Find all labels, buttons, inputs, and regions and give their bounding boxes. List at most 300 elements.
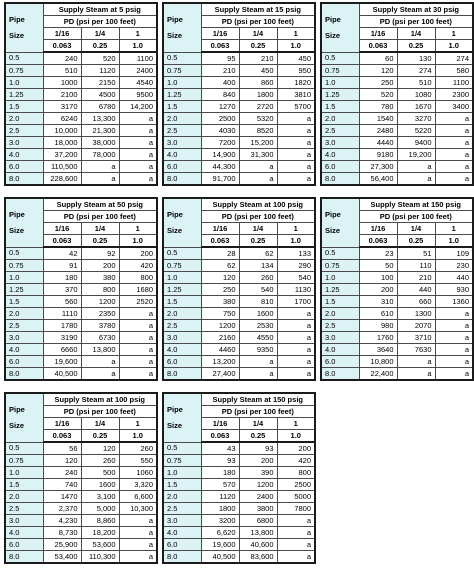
pipe-size-cell: 1.5	[5, 101, 43, 113]
pd-decimal: 1.0	[435, 40, 473, 53]
pd-decimal: 0.063	[43, 235, 81, 248]
capacity-cell: 1200	[81, 296, 119, 308]
capacity-cell: 95	[201, 52, 239, 65]
capacity-cell: 1080	[397, 89, 435, 101]
pd-decimal: 0.25	[397, 40, 435, 53]
table-row	[5, 344, 157, 356]
pipe-size-cell: 1.0	[163, 467, 201, 479]
pd-fraction: 1/4	[81, 418, 119, 430]
pipe-size-cell: 1.25	[5, 89, 43, 101]
table-row	[321, 65, 473, 77]
capacity-cell: 5000	[277, 491, 315, 503]
capacity-cell: 13,300	[81, 113, 119, 125]
capacity-cell: 56	[43, 442, 81, 455]
table-row	[163, 491, 315, 503]
pipe-size-header	[5, 198, 43, 247]
table-row	[163, 356, 315, 368]
capacity-cell: 1540	[359, 113, 397, 125]
pipe-size-cell: 8.0	[5, 551, 43, 564]
capacity-cell: a	[119, 149, 157, 161]
table-row	[5, 467, 157, 479]
capacity-cell: 800	[277, 467, 315, 479]
capacity-cell: a	[119, 515, 157, 527]
capacity-cell: 13,200	[201, 356, 239, 368]
capacity-cell: 1120	[201, 491, 239, 503]
pipe-size-cell: 1.0	[163, 77, 201, 89]
pipe-label: Pipe	[9, 14, 25, 24]
pipe-size-cell: 4.0	[321, 344, 359, 356]
pipe-size-header	[321, 3, 359, 52]
pipe-size-cell: 0.75	[321, 260, 359, 272]
capacity-cell: 3710	[397, 332, 435, 344]
pd-fraction: 1/16	[201, 28, 239, 40]
pd-fraction: 1	[435, 223, 473, 235]
capacity-cell: 1470	[43, 491, 81, 503]
capacity-cell: a	[277, 332, 315, 344]
capacity-cell: a	[397, 368, 435, 381]
capacity-cell: 570	[201, 479, 239, 491]
capacity-cell: 2070	[397, 320, 435, 332]
pipe-size-cell: 0.5	[5, 52, 43, 65]
capacity-cell: a	[277, 161, 315, 173]
pipe-size-cell: 6.0	[163, 539, 201, 551]
capacity-cell: 1060	[119, 467, 157, 479]
capacity-cell: 53,600	[81, 539, 119, 551]
table-row	[321, 101, 473, 113]
capacity-cell: 980	[359, 320, 397, 332]
size-label: Size	[167, 420, 183, 430]
size-label: Size	[9, 420, 25, 430]
capacity-cell: a	[119, 527, 157, 539]
table-row	[321, 356, 473, 368]
capacity-cell: 19,600	[201, 539, 239, 551]
capacity-cell: 750	[201, 308, 239, 320]
capacity-cell: 450	[239, 65, 277, 77]
capacity-cell: 18,000	[43, 137, 81, 149]
table-row	[163, 515, 315, 527]
table-row	[5, 272, 157, 284]
capacity-cell: 1120	[81, 65, 119, 77]
pipe-size-cell: 8.0	[163, 368, 201, 381]
capacity-cell: 240	[43, 467, 81, 479]
pipe-size-header	[163, 393, 201, 442]
capacity-cell: 10,300	[119, 503, 157, 515]
capacity-cell: 2500	[277, 479, 315, 491]
pipe-size-cell: 1.5	[5, 296, 43, 308]
table-row	[321, 137, 473, 149]
table-row	[163, 479, 315, 491]
capacity-cell: a	[277, 173, 315, 186]
capacity-cell: 380	[81, 272, 119, 284]
capacity-cell: 380	[201, 296, 239, 308]
capacity-cell: 110	[397, 260, 435, 272]
capacity-cell: a	[277, 125, 315, 137]
table-row	[321, 113, 473, 125]
pd-decimal: 0.25	[239, 40, 277, 53]
steam-table-4	[4, 197, 158, 381]
capacity-cell: a	[81, 173, 119, 186]
table-row	[163, 101, 315, 113]
capacity-cell: 25,900	[43, 539, 81, 551]
pipe-size-cell: 0.75	[321, 65, 359, 77]
table-row	[5, 296, 157, 308]
pipe-size-cell: 3.0	[5, 332, 43, 344]
table-row	[163, 52, 315, 65]
table-row	[321, 296, 473, 308]
table-title: Supply Steam at 5 psig	[43, 3, 157, 16]
table-row	[163, 272, 315, 284]
pipe-size-cell: 2.0	[163, 113, 201, 125]
capacity-cell: 120	[43, 455, 81, 467]
capacity-cell: a	[239, 368, 277, 381]
pipe-size-cell: 2.5	[163, 320, 201, 332]
pipe-size-cell: 0.5	[163, 442, 201, 455]
capacity-cell: a	[119, 539, 157, 551]
capacity-cell: a	[277, 308, 315, 320]
pipe-size-header	[5, 393, 43, 442]
table-row	[321, 368, 473, 381]
table-row	[163, 89, 315, 101]
capacity-cell: 210	[239, 52, 277, 65]
table-row	[5, 527, 157, 539]
capacity-cell: 2400	[119, 65, 157, 77]
pipe-size-cell: 3.0	[163, 515, 201, 527]
capacity-cell: 260	[119, 442, 157, 455]
table-title: Supply Steam at 150 psig	[359, 198, 473, 211]
capacity-cell: a	[119, 368, 157, 381]
table-row	[5, 368, 157, 381]
table-row	[5, 479, 157, 491]
capacity-cell: 10,000	[43, 125, 81, 137]
pipe-size-cell: 2.5	[321, 125, 359, 137]
pipe-size-cell: 0.75	[163, 65, 201, 77]
pipe-size-cell: 2.5	[163, 125, 201, 137]
steam-table-7	[4, 392, 158, 564]
capacity-cell: 780	[359, 101, 397, 113]
pd-fraction: 1/16	[43, 418, 81, 430]
capacity-cell: 1100	[119, 52, 157, 65]
capacity-cell: 1800	[201, 503, 239, 515]
pipe-label: Pipe	[9, 209, 25, 219]
pipe-size-cell: 8.0	[321, 368, 359, 381]
capacity-cell: 200	[359, 284, 397, 296]
capacity-cell: 2160	[201, 332, 239, 344]
table-title: Supply Steam at 30 psig	[359, 3, 473, 16]
pipe-label: Pipe	[9, 404, 25, 414]
capacity-cell: 810	[239, 296, 277, 308]
pipe-size-cell: 2.0	[5, 308, 43, 320]
capacity-cell: 1820	[277, 77, 315, 89]
pipe-size-cell: 6.0	[321, 161, 359, 173]
capacity-cell: 250	[201, 284, 239, 296]
table-row	[163, 467, 315, 479]
capacity-cell: a	[119, 344, 157, 356]
capacity-cell: a	[435, 332, 473, 344]
capacity-cell: a	[81, 368, 119, 381]
table-row	[163, 125, 315, 137]
capacity-cell: 200	[119, 247, 157, 260]
capacity-cell: a	[277, 320, 315, 332]
capacity-cell: 8520	[239, 125, 277, 137]
table-row	[5, 515, 157, 527]
capacity-cell: 2,370	[43, 503, 81, 515]
table-title: Supply Steam at 100 psig	[43, 393, 157, 406]
table-title: Supply Steam at 100 psig	[201, 198, 315, 211]
pd-decimal: 1.0	[119, 40, 157, 53]
pipe-size-cell: 2.5	[5, 320, 43, 332]
capacity-cell: 580	[435, 65, 473, 77]
capacity-cell: 62	[239, 247, 277, 260]
capacity-cell: 1800	[239, 89, 277, 101]
capacity-cell: 840	[201, 89, 239, 101]
capacity-cell: a	[435, 356, 473, 368]
capacity-cell: 180	[201, 467, 239, 479]
capacity-cell: 43	[201, 442, 239, 455]
pipe-size-cell: 2.0	[321, 113, 359, 125]
capacity-cell: 1200	[201, 320, 239, 332]
capacity-cell: 60	[359, 52, 397, 65]
pipe-size-cell: 6.0	[5, 161, 43, 173]
pipe-size-cell: 0.5	[163, 52, 201, 65]
pd-decimal: 0.25	[239, 235, 277, 248]
capacity-cell: 133	[277, 247, 315, 260]
capacity-cell: 200	[277, 442, 315, 455]
table-row	[5, 442, 157, 455]
steam-table-6	[320, 197, 474, 381]
capacity-cell: 6660	[43, 344, 81, 356]
capacity-cell: 210	[201, 65, 239, 77]
capacity-cell: 3,320	[119, 479, 157, 491]
capacity-cell: 53,400	[43, 551, 81, 564]
pipe-size-header	[163, 3, 201, 52]
capacity-cell: 1110	[43, 308, 81, 320]
capacity-cell: 6730	[81, 332, 119, 344]
pd-decimal: 0.063	[201, 40, 239, 53]
capacity-cell: 660	[397, 296, 435, 308]
capacity-cell: 3170	[43, 101, 81, 113]
table-row	[321, 89, 473, 101]
capacity-cell: a	[435, 137, 473, 149]
steam-table-3	[320, 2, 474, 186]
table-row	[5, 52, 157, 65]
pd-decimal: 0.25	[81, 40, 119, 53]
capacity-cell: 274	[435, 52, 473, 65]
capacity-cell: 13,800	[81, 344, 119, 356]
capacity-cell: 260	[81, 455, 119, 467]
pipe-size-cell: 3.0	[5, 137, 43, 149]
capacity-cell: 44,300	[201, 161, 239, 173]
capacity-cell: 510	[43, 65, 81, 77]
pipe-size-cell: 0.5	[321, 52, 359, 65]
pipe-size-cell: 0.75	[5, 65, 43, 77]
pipe-size-cell: 1.5	[163, 101, 201, 113]
capacity-cell: 7200	[201, 137, 239, 149]
capacity-cell: 4540	[119, 77, 157, 89]
table-row	[163, 308, 315, 320]
capacity-cell: a	[81, 161, 119, 173]
table-row	[321, 247, 473, 260]
capacity-cell: 5320	[239, 113, 277, 125]
capacity-cell: 370	[43, 284, 81, 296]
capacity-cell: a	[119, 173, 157, 186]
capacity-cell: 2350	[81, 308, 119, 320]
table-row	[5, 503, 157, 515]
capacity-cell: 2150	[81, 77, 119, 89]
capacity-cell: a	[277, 368, 315, 381]
size-label: Size	[9, 225, 25, 235]
pipe-label: Pipe	[167, 209, 183, 219]
capacity-cell: a	[435, 308, 473, 320]
capacity-cell: 37,200	[43, 149, 81, 161]
capacity-cell: a	[277, 344, 315, 356]
capacity-cell: 2300	[435, 89, 473, 101]
capacity-cell: a	[81, 356, 119, 368]
table-row	[163, 173, 315, 186]
capacity-cell: a	[435, 173, 473, 186]
pipe-size-cell: 2.0	[5, 491, 43, 503]
capacity-cell: 240	[43, 52, 81, 65]
table-row	[163, 527, 315, 539]
table-row	[163, 344, 315, 356]
capacity-cell: a	[277, 551, 315, 564]
capacity-cell: 91,700	[201, 173, 239, 186]
pipe-size-cell: 1.25	[5, 284, 43, 296]
table-row	[163, 260, 315, 272]
pd-decimal: 0.063	[43, 40, 81, 53]
pipe-size-cell: 1.0	[5, 272, 43, 284]
pipe-size-cell: 8.0	[5, 368, 43, 381]
pd-decimal: 0.063	[359, 40, 397, 53]
pd-fraction: 1/16	[359, 28, 397, 40]
capacity-cell: a	[119, 356, 157, 368]
table-row	[163, 332, 315, 344]
capacity-cell: 3640	[359, 344, 397, 356]
capacity-cell: 28	[201, 247, 239, 260]
steam-table-5	[162, 197, 316, 381]
capacity-cell: 510	[397, 77, 435, 89]
capacity-cell: 260	[239, 272, 277, 284]
table-row	[5, 161, 157, 173]
capacity-cell: 310	[359, 296, 397, 308]
pipe-size-cell: 2.5	[321, 320, 359, 332]
pd-fraction: 1/4	[81, 28, 119, 40]
pd-label: PD (psi per 100 feet)	[43, 16, 157, 28]
table-row	[321, 149, 473, 161]
pd-fraction: 1	[277, 418, 315, 430]
capacity-cell: 6800	[239, 515, 277, 527]
pipe-size-cell: 2.5	[5, 125, 43, 137]
capacity-cell: a	[435, 161, 473, 173]
pd-label: PD (psi per 100 feet)	[201, 406, 315, 418]
capacity-cell: 3,100	[81, 491, 119, 503]
pipe-size-cell: 0.5	[321, 247, 359, 260]
pipe-size-cell: 0.5	[5, 442, 43, 455]
capacity-cell: 56,400	[359, 173, 397, 186]
capacity-cell: 740	[43, 479, 81, 491]
capacity-cell: 420	[119, 260, 157, 272]
capacity-cell: 540	[239, 284, 277, 296]
capacity-cell: 23	[359, 247, 397, 260]
capacity-cell: a	[435, 320, 473, 332]
capacity-cell: 230	[435, 260, 473, 272]
table-row	[5, 539, 157, 551]
capacity-cell: a	[119, 113, 157, 125]
capacity-cell: 9350	[239, 344, 277, 356]
capacity-cell: a	[277, 539, 315, 551]
capacity-cell: 1100	[435, 77, 473, 89]
capacity-cell: a	[277, 137, 315, 149]
capacity-cell: 400	[201, 77, 239, 89]
pipe-size-cell: 4.0	[163, 527, 201, 539]
capacity-cell: 1700	[277, 296, 315, 308]
capacity-cell: 1130	[277, 284, 315, 296]
capacity-cell: 7630	[397, 344, 435, 356]
pipe-size-cell: 3.0	[321, 137, 359, 149]
pipe-size-header	[5, 3, 43, 52]
pd-decimal: 0.25	[81, 430, 119, 443]
capacity-cell: 27,400	[201, 368, 239, 381]
table-row	[321, 173, 473, 186]
table-title: Supply Steam at 50 psig	[43, 198, 157, 211]
steam-table-8	[162, 392, 316, 564]
pipe-size-cell: 1.0	[5, 467, 43, 479]
pipe-size-cell: 3.0	[5, 515, 43, 527]
table-row	[163, 65, 315, 77]
capacity-cell: 93	[201, 455, 239, 467]
capacity-cell: a	[277, 113, 315, 125]
capacity-cell: 1600	[81, 479, 119, 491]
table-row	[5, 308, 157, 320]
capacity-cell: 19,200	[397, 149, 435, 161]
table-row	[321, 77, 473, 89]
table-row	[5, 137, 157, 149]
capacity-cell: 860	[239, 77, 277, 89]
capacity-cell: 4440	[359, 137, 397, 149]
capacity-cell: a	[239, 161, 277, 173]
pd-decimal: 1.0	[277, 40, 315, 53]
pipe-size-cell: 4.0	[163, 344, 201, 356]
table-row	[163, 368, 315, 381]
capacity-cell: 8,730	[43, 527, 81, 539]
pipe-size-cell: 1.25	[163, 284, 201, 296]
capacity-cell: 110,300	[81, 551, 119, 564]
capacity-cell: 228,600	[43, 173, 81, 186]
capacity-cell: a	[119, 308, 157, 320]
pd-decimal: 0.25	[239, 430, 277, 443]
table-row	[321, 260, 473, 272]
capacity-cell: 15,200	[239, 137, 277, 149]
pipe-size-cell: 1.25	[321, 284, 359, 296]
capacity-cell: 21,300	[81, 125, 119, 137]
capacity-cell: a	[435, 344, 473, 356]
capacity-cell: 5700	[277, 101, 315, 113]
capacity-cell: 1760	[359, 332, 397, 344]
capacity-cell: 5220	[397, 125, 435, 137]
table-row	[163, 539, 315, 551]
capacity-cell: 40,500	[43, 368, 81, 381]
capacity-cell: 27,300	[359, 161, 397, 173]
table-row	[321, 161, 473, 173]
size-label: Size	[325, 30, 341, 40]
table-row	[5, 260, 157, 272]
pipe-size-cell: 8.0	[5, 173, 43, 186]
pd-fraction: 1/4	[239, 418, 277, 430]
table-row	[5, 491, 157, 503]
capacity-cell: 274	[397, 65, 435, 77]
table-row	[5, 77, 157, 89]
pipe-size-cell: 6.0	[163, 356, 201, 368]
pd-decimal: 1.0	[277, 430, 315, 443]
